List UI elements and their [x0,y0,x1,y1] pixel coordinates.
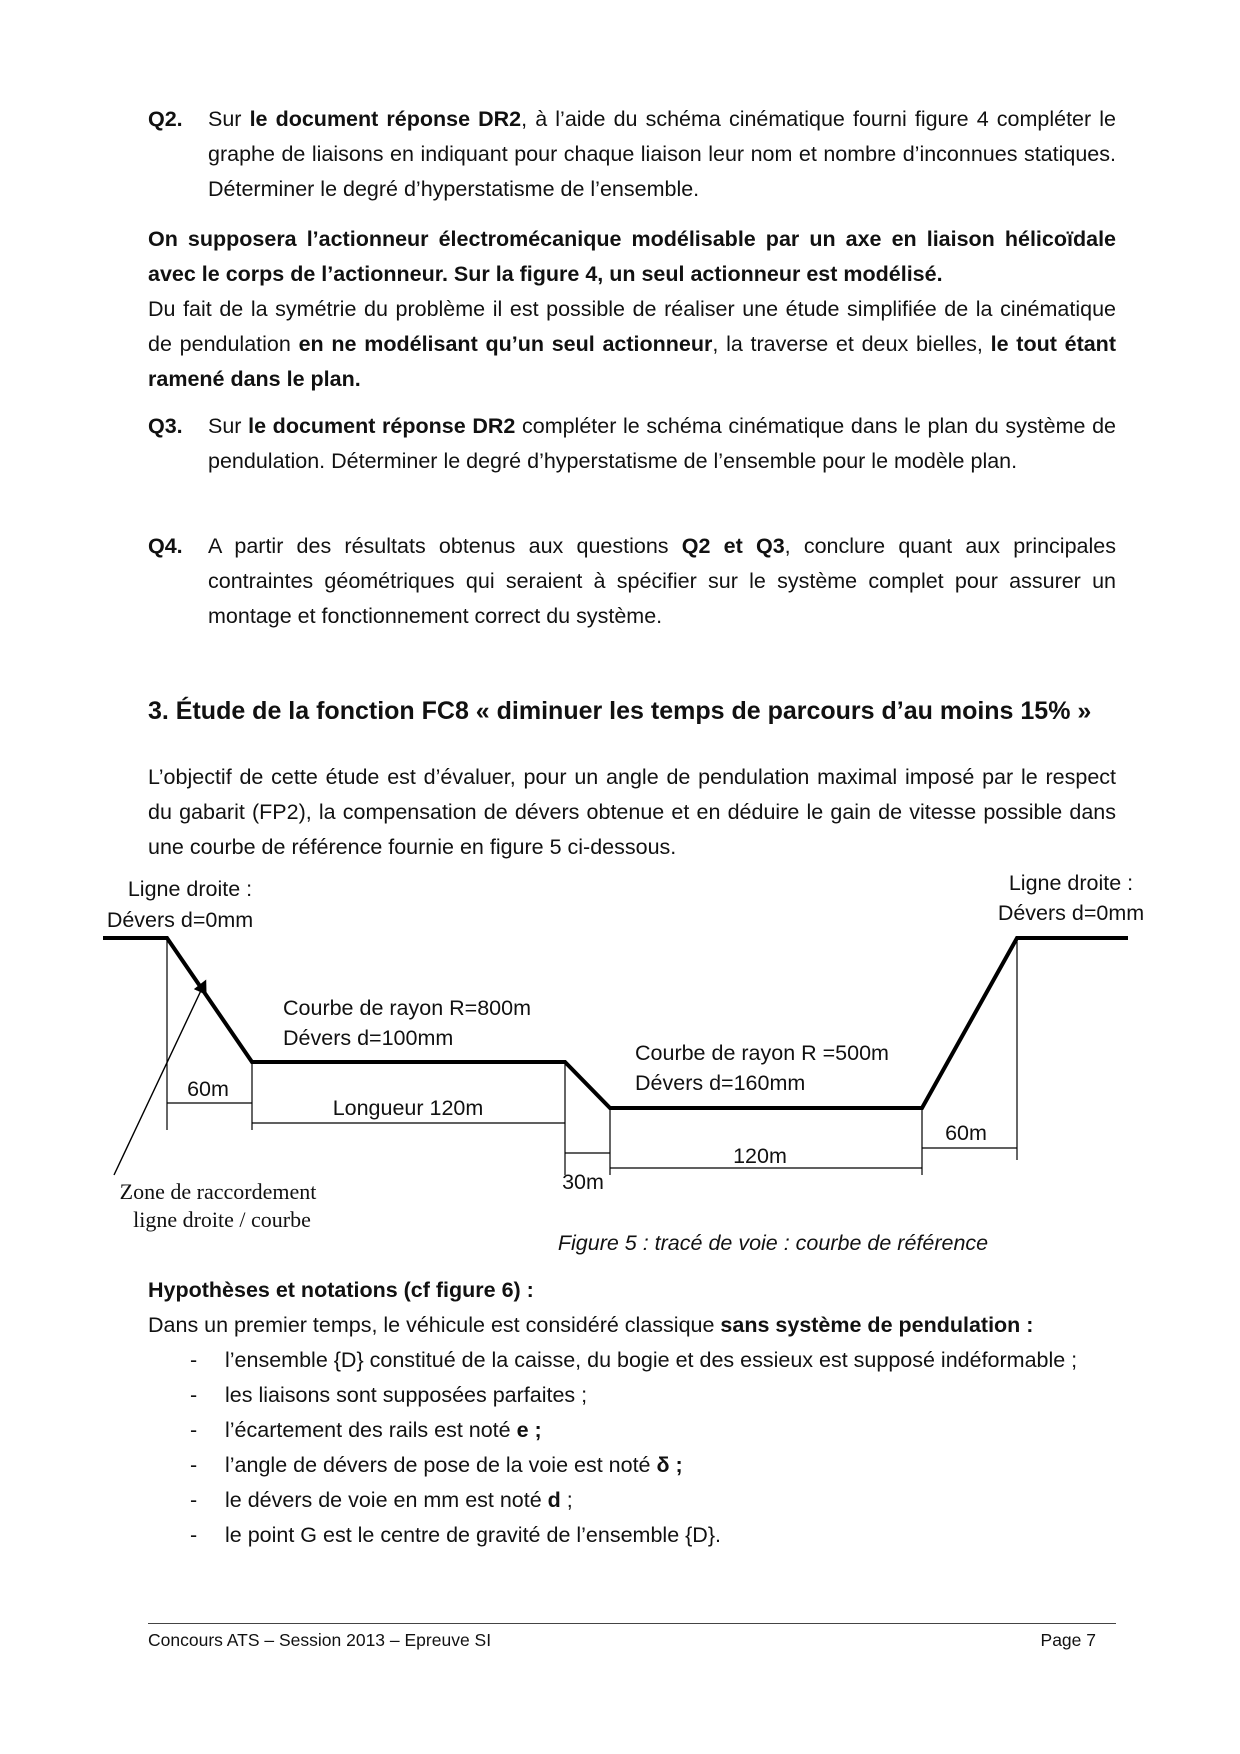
track-figure [0,860,1240,1260]
question-number: Q4. [148,534,183,558]
list-item [148,1378,1116,1413]
right-straight-label: Ligne droite : [1008,871,1134,895]
footer-divider [148,1623,1116,1624]
bullet-dash: - [190,1453,198,1477]
hypotheses-title: Hypothèses et notations (cf figure 6) : [148,1278,534,1302]
question-number: Q2. [148,107,183,131]
bullet-dash: - [190,1348,198,1372]
text: compléter le schéma cinématique dans le plan du système de pendulation. Déterminer le degré d’hyperstatisme de l’ensemble pour le modèle plan. [208,414,1116,473]
dim-120m: 120m [733,1144,787,1168]
section-heading: 3. Étude de la fonction FC8 « diminuer les temps de parcours d’au moins 15% » [148,697,1092,725]
dim-60m-right: 60m [945,1121,987,1145]
bold-text: le tout étant ramené dans le plan. [148,332,1116,391]
text: Du fait de la symétrie du problème il est possible de réaliser une étude simplifiée de la cinématique de pendulation [148,297,1116,356]
text: A partir des résultats obtenus aux questions [208,534,682,558]
text: , conclure quant aux principales contraintes géométriques qui seraient à spécifier sur le système complet pour assurer un montage et fonctionnement correct du système. [208,534,1116,628]
page-footer [148,1630,1116,1651]
hypotheses-list [148,1343,1116,1553]
bullet-dash: - [190,1383,198,1407]
section-intro: L’objectif de cette étude est d’évaluer, pour un angle de pendulation maximal imposé par le respect du gabarit (FP2), la compensation de dévers obtenue et en déduire le gain de vitesse possible dans une courbe de référence fournie en figure 5 ci-dessous. [148,765,1116,859]
item-text: l’écartement des rails est noté [225,1418,517,1442]
zone-label-line2: ligne droite / courbe [133,1207,311,1232]
bullet-dash: - [190,1523,198,1547]
paragraph-hypothesis [148,222,1116,397]
list-item [148,1413,1116,1448]
curve1-cant-label: Dévers d=100mm [283,1026,454,1050]
item-text: les liaisons sont supposées parfaites ; [225,1383,588,1407]
bold-text: Q2 et Q3 [681,534,785,558]
text: Sur [208,414,249,438]
curve1-radius-label: Courbe de rayon R=800m [283,996,531,1020]
left-straight-cant: Dévers d=0mm [106,908,254,932]
bullet-dash: - [190,1418,198,1442]
page-number: Page 7 [1040,1630,1096,1650]
question-q4 [148,529,1116,634]
item-text-end: ; [560,1488,573,1512]
question-number: Q3. [148,414,183,438]
dim-30m: 30m [562,1170,604,1194]
item-bold: δ ; [656,1453,683,1477]
text: Dans un premier temps, le véhicule est considéré classique [148,1313,721,1337]
track-profile-line [103,938,1128,1108]
hypotheses-section [148,1273,1116,1553]
bold-text: sans système de pendulation : [720,1313,1034,1337]
item-bold: d [547,1488,561,1512]
right-straight-cant: Dévers d=0mm [997,901,1145,925]
text: , la traverse et deux bielles, [712,332,991,356]
bold-paragraph: On supposera l’actionneur électromécanique modélisable par un axe en liaison hélicoïdale avec le corps de l’actionneur. Sur la figure 4, un seul actionneur est modélisé. [148,227,1116,286]
list-item [148,1448,1116,1483]
list-item [148,1518,1116,1553]
question-q2 [148,102,1116,207]
list-item [148,1343,1116,1378]
dim-length-120m: Longueur 120m [332,1096,484,1120]
text: , à l’aide du schéma cinématique fourni figure 4 compléter le graphe de liaisons en indiquant pour chaque liaison leur nom et nombre d’inconnues statiques. Déterminer le degré d’hyperstatisme de l’ensemble. [208,107,1116,201]
item-text: l’ensemble {D} constitué de la caisse, du bogie et des essieux est supposé indéformable ; [225,1348,1078,1372]
left-straight-label: Ligne droite : [127,877,253,901]
curve2-cant-label: Dévers d=160mm [635,1071,806,1095]
text: Sur [208,107,250,131]
item-text: le point G est le centre de gravité de l’ensemble {D}. [225,1523,721,1547]
question-q3 [148,409,1116,479]
bold-text: le document réponse DR2 [248,414,516,438]
item-text: le dévers de voie en mm est noté [225,1488,548,1512]
figure-caption: Figure 5 : tracé de voie : courbe de référence [557,1231,989,1255]
bullet-dash: - [190,1488,198,1512]
bold-text: en ne modélisant qu’un seul actionneur [298,332,713,356]
footer-text: Concours ATS – Session 2013 – Epreuve SI [148,1630,492,1650]
item-bold: e ; [516,1418,542,1442]
bold-text: le document réponse DR2 [249,107,522,131]
list-item [148,1483,1116,1518]
item-text: l’angle de dévers de pose de la voie est noté [225,1453,657,1477]
dim-60m-left: 60m [187,1077,229,1101]
zone-label: Zone de raccordement [119,1179,317,1204]
curve2-radius-label: Courbe de rayon R =500m [635,1041,889,1065]
